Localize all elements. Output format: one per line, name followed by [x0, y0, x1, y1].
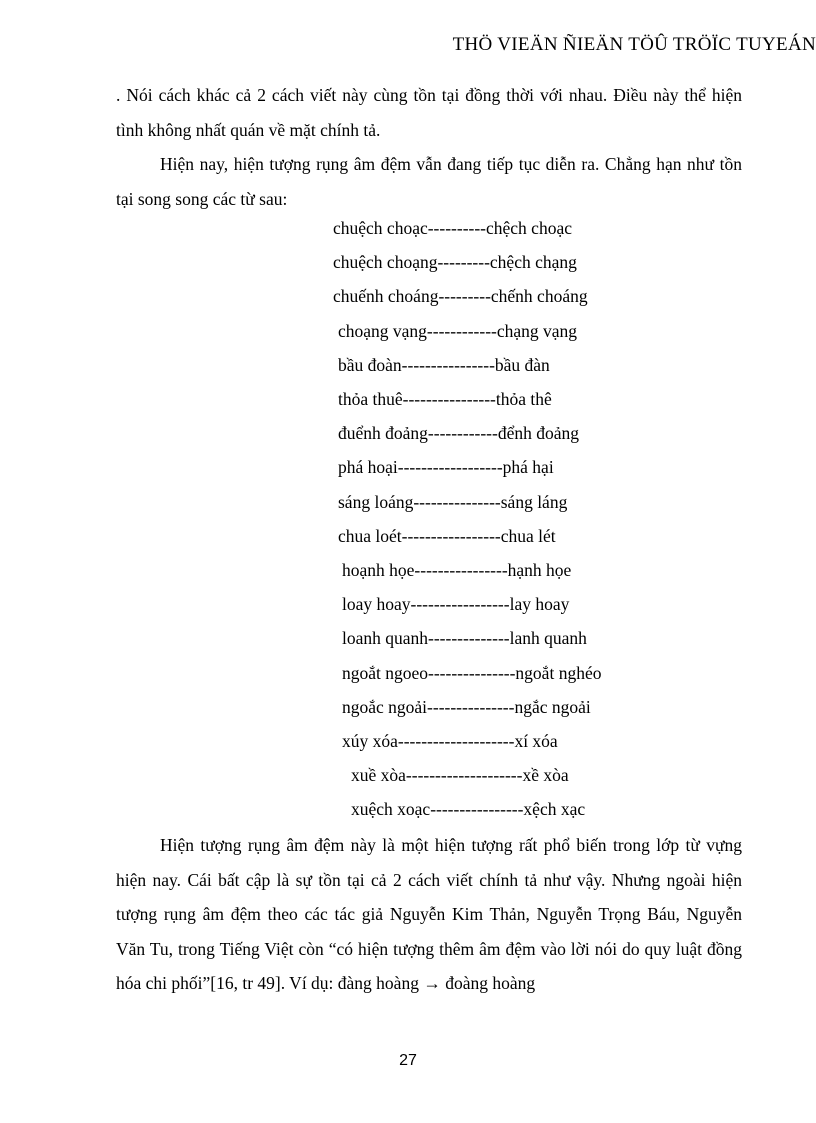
- paragraph-1: . Nói cách khác cả 2 cách viết này cùng tồn tại đồng thời với nhau. Điều này thể hiện tình không nhất quán về mặt chính tả.: [116, 85, 742, 140]
- word-pair: loay hoay-----------------lay hoay: [342, 594, 570, 615]
- word-pair: chuếnh choáng---------chếnh choáng: [333, 286, 588, 307]
- word-pair: thỏa thuê----------------thỏa thê: [338, 389, 552, 409]
- word-pair: xúy xóa--------------------xí xóa: [342, 731, 558, 751]
- word-pair: choạng vạng------------chạng vạng: [338, 320, 578, 341]
- page-number: 27: [399, 1052, 417, 1069]
- word-pair: hoạnh họe----------------hạnh họe: [342, 560, 572, 580]
- word-pair: chuệch choạng---------chệch chạng: [333, 252, 577, 273]
- word-pair: sáng loáng---------------sáng láng: [338, 491, 568, 512]
- word-pair: xuề xòa--------------------xề xòa: [351, 765, 569, 786]
- word-pair: loanh quanh--------------lanh quanh: [342, 628, 587, 649]
- word-pair: chuệch choạc----------chệch choạc: [333, 218, 572, 238]
- running-header: THÖ VIEÄN ÑIEÄN TÖÛ TRÖÏC TUYEÁN: [452, 34, 816, 55]
- word-pair: xuệch xoạc----------------xệch xạc: [351, 799, 586, 820]
- paragraph-2: Hiện nay, hiện tượng rụng âm đệm vẫn đang tiếp tục diễn ra. Chẳng hạn như tồn tại song song các từ sau:: [116, 154, 742, 209]
- word-pair: ngoắt ngoeo---------------ngoắt nghéo: [342, 662, 602, 683]
- word-pair: ngoắc ngoải---------------ngắc ngoải: [342, 696, 591, 717]
- word-pair: bầu đoàn----------------bầu đàn: [338, 354, 550, 375]
- word-pair: chua loét-----------------chua lét: [338, 525, 556, 546]
- word-pair: phá hoại------------------phá hại: [338, 457, 554, 478]
- paragraph-3: Hiện tượng rụng âm đệm này là một hiện tượng rất phổ biến trong lớp từ vựng hiện nay. Cái bất cập là sự tồn tại cả 2 cách viết chính tả như vậy. Nhưng ngoài hiện tượng rụng âm đệm theo các tác giả Nguyễn Kim Thản, Nguyễn Trọng Báu, Nguyễn Văn Tu, trong Tiếng Việt còn “có hiện tượng thêm âm đệm vào lời nói do quy luật đồng hóa chi phối”[16, tr 49]. Ví dụ: đàng hoàng → đoàng hoàng: [116, 835, 742, 993]
- word-pair: đuểnh đoảng------------đểnh đoảng: [338, 423, 580, 444]
